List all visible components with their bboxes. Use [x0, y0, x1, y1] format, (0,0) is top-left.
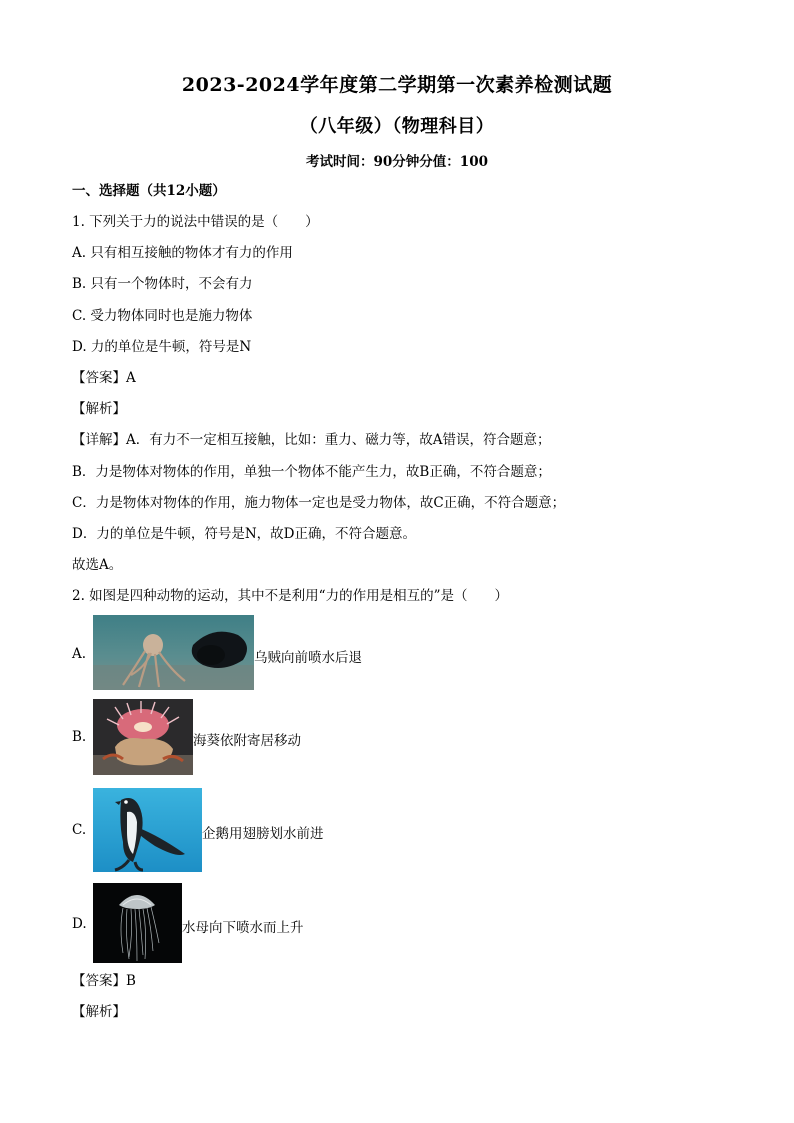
q2-option-a-letter: A.	[72, 646, 87, 662]
q2-analysis-label: 【解析】	[72, 1004, 126, 1020]
section-heading: 一、选择题（共12小题）	[72, 183, 226, 199]
q2-option-b-caption: 海葵依附寄居移动	[193, 733, 301, 749]
q1-stem: 1. 下列关于力的说法中错误的是（ ）	[72, 214, 319, 230]
q1-option-c: C. 受力物体同时也是施力物体	[72, 308, 253, 324]
q1-answer: 【答案】A	[72, 370, 136, 386]
q2-option-c-letter: C.	[72, 822, 87, 838]
q1-option-b: B. 只有一个物体时，不会有力	[72, 276, 253, 292]
q1-detail-b: B．力是物体对物体的作用，单独一个物体不能产生力，故B正确，不符合题意；	[72, 464, 551, 480]
q1-detail-c: C．力是物体对物体的作用，施力物体一定也是受力物体，故C正确，不符合题意；	[72, 495, 566, 511]
q2-answer: 【答案】B	[72, 973, 136, 989]
q2-option-d-letter: D.	[72, 916, 87, 932]
q2-stem: 2. 如图是四种动物的运动，其中不是利用“力的作用是相互的”是（ ）	[72, 588, 508, 604]
q1-detail-d: D．力的单位是牛顿，符号是N，故D正确，不符合题意。	[72, 526, 416, 542]
q2-option-c-caption: 企鹅用翅膀划水前进	[202, 826, 324, 842]
q1-option-a: A. 只有相互接触的物体才有力的作用	[72, 245, 293, 261]
exam-title: 2023-2024学年度第二学期第一次素养检测试题	[181, 74, 613, 96]
sea-anemone-hermit-crab-photo	[93, 699, 193, 775]
q2-option-b-letter: B.	[72, 729, 87, 745]
exam-subtitle: （八年级）（物理科目）	[299, 116, 495, 137]
q2-option-d-caption: 水母向下喷水而上升	[182, 920, 304, 936]
q1-option-d: D. 力的单位是牛顿，符号是N	[72, 339, 252, 355]
octopus-squid-photo	[93, 615, 254, 690]
q1-conclusion: 故选A。	[72, 557, 123, 573]
penguin-swimming-photo	[93, 788, 202, 872]
exam-info: 考试时间：90分钟分值：100	[306, 154, 488, 170]
q2-option-a-caption: 乌贼向前喷水后退	[254, 650, 362, 666]
q1-detail-a: 【详解】A．有力不一定相互接触，比如：重力、磁力等，故A错误，符合题意；	[72, 432, 551, 448]
q1-analysis-label: 【解析】	[72, 401, 126, 417]
jellyfish-photo	[93, 883, 182, 963]
